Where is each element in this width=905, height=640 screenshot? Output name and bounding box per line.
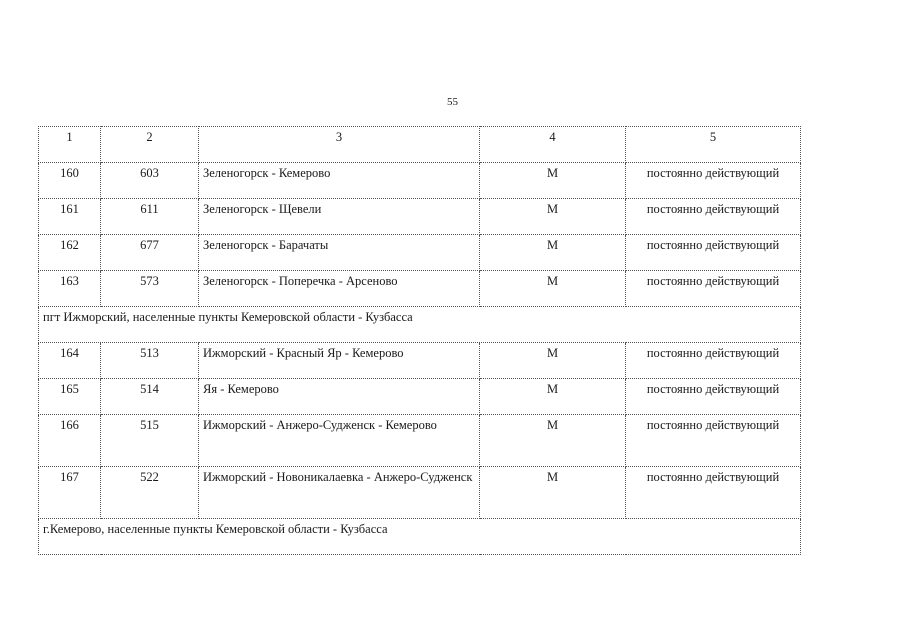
table-row (39, 379, 801, 415)
header-cell-5: 5 (626, 127, 801, 163)
section-row (39, 519, 801, 555)
route-type: М (480, 163, 626, 199)
table-row (39, 343, 801, 379)
table-row (39, 235, 801, 271)
routes-table (38, 126, 801, 555)
route-name: Ижморский - Новоникалаевка - Анжеро-Судженск (199, 467, 480, 519)
route-number: 611 (101, 199, 199, 235)
page-number: 55 (447, 96, 458, 108)
row-number: 160 (39, 163, 101, 199)
row-number: 161 (39, 199, 101, 235)
header-cell-2: 2 (101, 127, 199, 163)
route-type: М (480, 199, 626, 235)
route-mode: постоянно действующий (626, 467, 801, 519)
row-number: 162 (39, 235, 101, 271)
section-row (39, 307, 801, 343)
route-name: Зеленогорск - Поперечка - Арсеново (199, 271, 480, 307)
row-number: 163 (39, 271, 101, 307)
header-cell-1: 1 (39, 127, 101, 163)
route-number: 513 (101, 343, 199, 379)
route-type: М (480, 235, 626, 271)
route-type: М (480, 271, 626, 307)
route-number: 677 (101, 235, 199, 271)
header-row (39, 127, 801, 163)
route-name: Ижморский - Красный Яр - Кемерово (199, 343, 480, 379)
row-number: 166 (39, 415, 101, 467)
route-number: 522 (101, 467, 199, 519)
table-row (39, 415, 801, 467)
route-number: 573 (101, 271, 199, 307)
route-type: М (480, 379, 626, 415)
table-row (39, 467, 801, 519)
route-mode: постоянно действующий (626, 343, 801, 379)
route-mode: постоянно действующий (626, 271, 801, 307)
route-type: М (480, 343, 626, 379)
route-name: Ижморский - Анжеро-Судженск - Кемерово (199, 415, 480, 467)
header-cell-3: 3 (199, 127, 480, 163)
row-number: 164 (39, 343, 101, 379)
route-number: 603 (101, 163, 199, 199)
route-mode: постоянно действующий (626, 415, 801, 467)
table-row (39, 163, 801, 199)
route-number: 515 (101, 415, 199, 467)
route-type: М (480, 415, 626, 467)
table-row (39, 271, 801, 307)
route-mode: постоянно действующий (626, 163, 801, 199)
section-heading: г.Кемерово, населенные пункты Кемеровской области - Кузбасса (39, 519, 801, 555)
route-name: Яя - Кемерово (199, 379, 480, 415)
row-number: 167 (39, 467, 101, 519)
route-mode: постоянно действующий (626, 379, 801, 415)
route-name: Зеленогорск - Барачаты (199, 235, 480, 271)
row-number: 165 (39, 379, 101, 415)
route-name: Зеленогорск - Щевели (199, 199, 480, 235)
section-heading: пгт Ижморский, населенные пункты Кемеровской области - Кузбасса (39, 307, 801, 343)
route-name: Зеленогорск - Кемерово (199, 163, 480, 199)
header-cell-4: 4 (480, 127, 626, 163)
route-type: М (480, 467, 626, 519)
table-row (39, 199, 801, 235)
route-mode: постоянно действующий (626, 199, 801, 235)
route-number: 514 (101, 379, 199, 415)
route-mode: постоянно действующий (626, 235, 801, 271)
